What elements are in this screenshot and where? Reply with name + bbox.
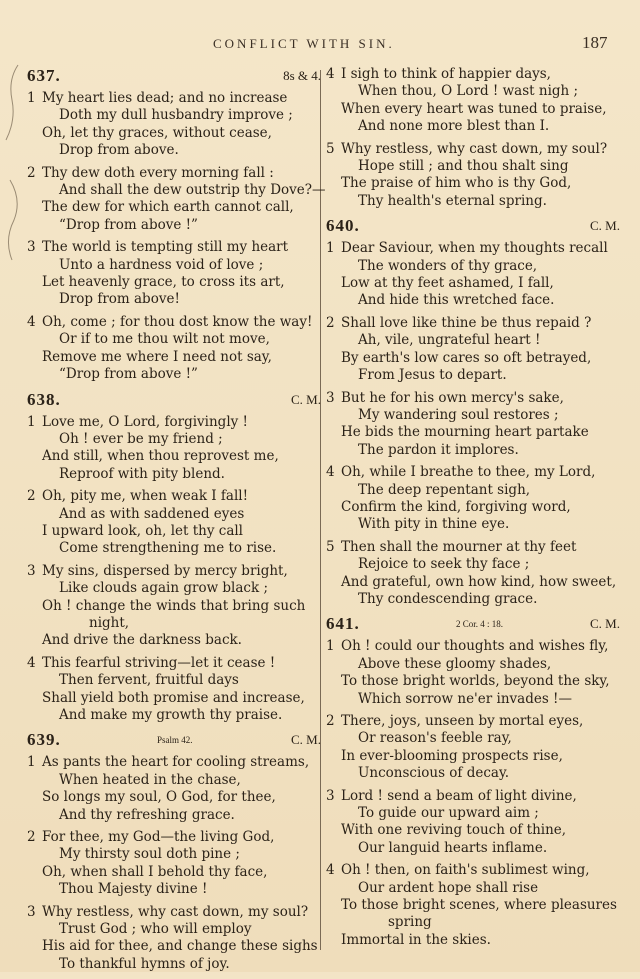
running-head: CONFLICT WITH SIN. xyxy=(213,36,395,51)
stanza-number: 3 xyxy=(27,903,36,920)
hymn-header xyxy=(27,730,321,754)
verse-line: Hope still ; and thou shalt sing xyxy=(358,158,569,175)
stanza xyxy=(326,862,620,949)
verse-line: To thankful hymns of joy. xyxy=(59,955,230,972)
verse-line: Confirm the kind, forgiving word, xyxy=(341,498,571,515)
hymn-meter: C. M. xyxy=(590,616,620,632)
verse-line: And hide this wretched face. xyxy=(358,292,555,309)
verse-line: When heated in the chase, xyxy=(59,771,241,788)
verse-line: Let heavenly grace, to cross its art, xyxy=(42,274,285,291)
stanza-number: 4 xyxy=(27,313,36,330)
verse-line: Low at thy feet ashamed, I fall, xyxy=(341,275,554,292)
verse-line: Drop from above. xyxy=(59,142,179,159)
hymn-meter: C. M. xyxy=(590,218,620,234)
verse-line: The world is tempting still my heart xyxy=(42,239,289,256)
verse-line: My heart lies dead; and no increase xyxy=(42,90,288,106)
hymn-header xyxy=(326,216,620,240)
verse-line: Remove me where I need not say, xyxy=(42,348,272,365)
verse-line: I upward look, oh, let thy call xyxy=(42,522,243,539)
stanza-number: 4 xyxy=(27,654,36,671)
verse-line: Then shall the mourner at thy feet xyxy=(341,538,577,555)
stanza-number: 1 xyxy=(326,638,335,655)
stanza xyxy=(326,66,620,136)
verse-line: Above these gloomy shades, xyxy=(358,655,552,672)
verse-line: Why restless, why cast down, my soul? xyxy=(42,903,309,920)
verse-line: Thy health's eternal spring. xyxy=(358,192,547,209)
verse-line: To those bright worlds, beyond the sky, xyxy=(341,673,610,690)
verse-line: Our languid hearts inflame. xyxy=(358,839,548,856)
verse-line: Oh ! ever be my friend ; xyxy=(59,430,223,447)
verse-line: Doth my dull husbandry improve ; xyxy=(59,107,293,124)
verse-line: Unto a hardness void of love ; xyxy=(59,256,264,273)
stanza-number: 2 xyxy=(27,164,36,181)
hymn-number: 638. xyxy=(27,389,61,409)
verse-line: Then fervent, fruitful days xyxy=(59,672,239,689)
verse-line: To those bright scenes, where pleasures xyxy=(341,897,617,914)
hymn xyxy=(27,390,321,725)
verse-line: The pardon it implores. xyxy=(358,441,519,458)
stanza-number: 1 xyxy=(27,90,36,106)
stanza-number: 2 xyxy=(326,713,335,729)
hymn xyxy=(27,66,326,384)
verse-line: He bids the mourning heart partake xyxy=(341,424,589,441)
verse-line: My sins, dispersed by mercy bright, xyxy=(42,562,288,579)
stanza xyxy=(326,315,620,385)
verse-line: Thy condescending grace. xyxy=(358,590,538,607)
verse-line: Dear Saviour, when my thoughts recall xyxy=(341,240,608,257)
stanza-number: 5 xyxy=(326,140,335,157)
verse-line: Or if to me thou wilt not move, xyxy=(59,331,270,348)
hymn-number: 640. xyxy=(326,216,360,236)
verse-line: My wandering soul restores ; xyxy=(358,406,559,423)
stanza xyxy=(27,563,321,650)
verse-line: To guide our upward aim ; xyxy=(358,805,539,822)
verse-line: Thy dew doth every morning fall : xyxy=(42,164,274,181)
stanza-number: 1 xyxy=(326,240,335,257)
verse-line: In ever-blooming prospects rise, xyxy=(341,747,563,764)
verse-line: “Drop from above !” xyxy=(59,366,198,383)
stanza xyxy=(27,164,326,235)
scripture-reference: 2 Cor. 4 : 18. xyxy=(456,619,504,630)
stanza xyxy=(27,904,321,974)
verse-line: With one reviving touch of thine, xyxy=(341,822,567,839)
verse-line: From Jesus to depart. xyxy=(358,367,507,384)
stanza-number: 4 xyxy=(326,862,335,879)
stanza xyxy=(27,239,321,309)
verse-line: Why restless, why cast down, my soul? xyxy=(341,140,608,157)
verse-line: Which sorrow ne'er invades !— xyxy=(358,690,572,707)
verse-line: Oh, come ; for thou dost know the way! xyxy=(42,313,313,330)
stanza-number: 4 xyxy=(326,464,335,481)
verse-line: Love me, O Lord, forgivingly ! xyxy=(42,413,248,430)
stanza xyxy=(27,414,321,484)
stanza-number: 3 xyxy=(326,389,335,406)
stanza xyxy=(326,141,620,211)
verse-line: Reproof with pity blend. xyxy=(59,465,225,482)
hymn xyxy=(27,730,321,973)
stanza-number: 5 xyxy=(326,538,335,555)
stanza xyxy=(326,464,620,534)
verse-line: By earth's low cares so oft betrayed, xyxy=(341,349,592,366)
stanza xyxy=(27,655,321,725)
verse-line: Drop from above! xyxy=(59,291,180,308)
stanza-number: 1 xyxy=(27,413,36,430)
verse-line: Oh ! change the winds that bring such xyxy=(42,597,306,614)
stanza-number: 2 xyxy=(27,829,36,846)
verse-line: The dew for which earth cannot call, xyxy=(42,199,294,216)
hymn xyxy=(326,216,620,608)
stanza xyxy=(326,713,620,783)
hymn xyxy=(326,614,620,949)
scripture-reference: Psalm 42. xyxy=(157,735,193,746)
stanza xyxy=(27,829,321,899)
hymn-header xyxy=(326,614,620,638)
verse-line: His aid for thee, and change these sighs xyxy=(42,938,318,955)
verse-line: Come strengthening me to rise. xyxy=(59,540,277,557)
verse-line: spring xyxy=(388,914,432,931)
hymn-number: 641. xyxy=(326,614,360,634)
stanza-number: 4 xyxy=(326,66,335,82)
verse-line: The deep repentant sigh, xyxy=(358,481,531,498)
left-column xyxy=(27,66,326,979)
verse-line: When every heart was tuned to praise, xyxy=(341,100,607,117)
verse-line: My thirsty soul doth pine ; xyxy=(59,846,240,863)
verse-line: And thy refreshing grace. xyxy=(59,806,235,823)
stanza xyxy=(27,90,321,160)
pencil-mark-icon xyxy=(0,60,30,280)
verse-line: Oh, when shall I behold thy face, xyxy=(42,863,268,880)
stanza xyxy=(326,539,620,609)
verse-line: And none more blest than I. xyxy=(358,118,550,135)
verse-line: Immortal in the skies. xyxy=(341,931,491,948)
stanza xyxy=(27,754,321,824)
verse-line: Lord ! send a beam of light divine, xyxy=(341,787,577,804)
verse-line: Oh ! then, on faith's sublimest wing, xyxy=(341,862,590,879)
stanza-number: 3 xyxy=(27,239,36,256)
stanza-number: 1 xyxy=(27,754,36,771)
verse-line: Oh, while I breathe to thee, my Lord, xyxy=(341,464,596,481)
verse-line: And still, when thou reprovest me, xyxy=(42,448,279,465)
verse-line: Oh, let thy graces, without cease, xyxy=(42,124,272,141)
stanza-number: 2 xyxy=(27,488,36,505)
verse-line: “Drop from above !” xyxy=(59,216,198,233)
verse-line: Ah, vile, ungrateful heart ! xyxy=(358,332,541,349)
hymn-meter: C. M. xyxy=(291,732,321,748)
verse-line: night, xyxy=(89,614,130,631)
verse-line: But he for his own mercy's sake, xyxy=(341,389,564,406)
verse-line: The wonders of thy grace, xyxy=(358,257,538,274)
verse-line: I sigh to think of happier days, xyxy=(341,66,551,82)
verse-line: And grateful, own how kind, how sweet, xyxy=(341,573,617,590)
verse-line: And drive the darkness back. xyxy=(42,632,242,649)
verse-line: Like clouds again grow black ; xyxy=(59,580,269,597)
stanza-number: 3 xyxy=(27,562,36,579)
verse-line: Unconscious of decay. xyxy=(358,765,510,782)
stanza-number: 3 xyxy=(326,787,335,804)
verse-line: This fearful striving—let it cease ! xyxy=(42,654,276,671)
hymn-number: 637. xyxy=(27,66,61,85)
hymn-header xyxy=(27,390,321,414)
stanza xyxy=(326,638,620,708)
stanza xyxy=(27,488,321,558)
hymn-header xyxy=(27,66,321,90)
hymn-meter: C. M. xyxy=(291,391,321,407)
verse-line: Oh ! could our thoughts and wishes fly, xyxy=(341,638,609,655)
stanza xyxy=(27,314,321,384)
page-header xyxy=(0,33,640,53)
verse-line: Shall love like thine be thus repaid ? xyxy=(341,314,592,331)
verse-line: Shall yield both promise and increase, xyxy=(42,689,305,706)
stanza-number: 2 xyxy=(326,314,335,331)
verse-line: Thou Majesty divine ! xyxy=(59,881,208,898)
verse-line: Rejoice to seek thy face ; xyxy=(358,556,530,573)
verse-line: And shall the dew outstrip thy Dove?— xyxy=(59,182,326,199)
verse-line: The praise of him who is thy God, xyxy=(341,175,572,192)
stanza xyxy=(326,390,620,460)
verse-line: As pants the heart for cooling streams, xyxy=(42,754,310,771)
right-column xyxy=(326,66,620,955)
verse-line: There, joys, unseen by mortal eyes, xyxy=(341,713,584,729)
verse-line: And make my growth thy praise. xyxy=(59,707,283,723)
verse-line: When thou, O Lord ! wast nigh ; xyxy=(358,83,579,100)
hymn-meter: 8s & 4. xyxy=(283,68,321,83)
verse-line: And as with saddened eyes xyxy=(59,505,245,522)
verse-line: With pity in thine eye. xyxy=(358,516,510,533)
verse-line: Oh, pity me, when weak I fall! xyxy=(42,488,249,505)
page-number: 187 xyxy=(582,33,608,52)
verse-line: For thee, my God—the living God, xyxy=(42,829,275,846)
hymn xyxy=(326,66,620,210)
stanza xyxy=(326,788,620,858)
stanza xyxy=(326,240,620,310)
hymn-number: 639. xyxy=(27,730,61,750)
verse-line: Our ardent hope shall rise xyxy=(358,879,539,896)
verse-line: Or reason's feeble ray, xyxy=(358,730,512,747)
verse-line: Trust God ; who will employ xyxy=(59,921,252,938)
verse-line: So longs my soul, O God, for thee, xyxy=(42,789,276,806)
